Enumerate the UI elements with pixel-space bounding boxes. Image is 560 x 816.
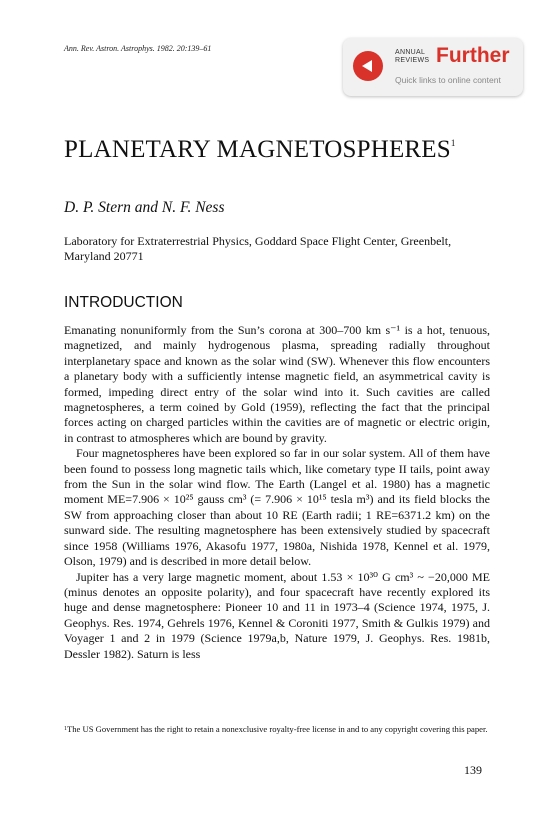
paragraph: Jupiter has a very large magnetic moment, about 1.53 × 10³⁰ G cm³ ~ −20,000 ME (minus denotes an opposite polarity), and four spacecraft have recently explored its huge and dense magnetosphere: Pioneer 10 and 11 in 1973–4 (Science 1974, 1975, J. Geophys. Res. 1974, Gehrels 1976, Kennel & Coroniti 1977, Smith & Gulkis 1979) and Voyager 1 and 2 in 1979 (Science 1979a,b, Nature 1979, J. Geophys. Res. 1981b, Dessler 1982). Saturn is less [64, 569, 490, 661]
footnote-text: The US Government has the right to retain a nonexclusive royalty-free license in and to any copyright covering this paper. [67, 724, 488, 734]
body-text [64, 323, 490, 662]
footnote [64, 723, 492, 735]
further-reviews-badge[interactable] [343, 38, 523, 96]
journal-reference: Ann. Rev. Astron. Astrophys. 1982. 20:139–61 [64, 44, 212, 53]
page-number: 139 [464, 763, 482, 777]
annual-reviews-label: ANNUAL REVIEWS [395, 49, 430, 64]
affiliation: Laboratory for Extraterrestrial Physics, Goddard Space Flight Center, Greenbelt, Maryland 20771 [64, 234, 452, 263]
quick-links-label: Quick links to online content [395, 75, 501, 85]
authors: D. P. Stern and N. F. Ness [64, 199, 225, 216]
paragraph: Emanating nonuniformly from the Sun’s corona at 300–700 km s⁻¹ is a hot, tenuous, magnetized, and mainly hydrogenous plasma, spreading radially throughout interplanetary space and known as the solar wind (SW). Whenever this flow encounters a planetary body with a sufficiently intense magnetic field, an asymmetrical cavity is formed, impeding direct entry of the solar wind into it. Such cavities are called magnetospheres, a term coined by Gold (1959), reflecting the fact that the principal forces acting on charged particles within the cavities are of magnetic or electric origin, in contrast to atmospheres which are bound by gravity. [64, 323, 490, 445]
further-label: Further [436, 44, 510, 67]
paragraph: Four magnetospheres have been explored so far in our solar system. All of them have been found to possess long magnetic tails which, like cometary type II tails, point away from the Sun in the solar wind flow. The Earth (Langel et al. 1980) has a magnetic moment ME=7.906 × 10²⁵ gauss cm³ (= 7.906 × 10¹⁵ tesla m³) and its field blocks the SW from approaching closer than about 10 RE (Earth radii; 1 RE=6371.2 km) on the sunward side. The resulting magnetosphere has been extensively studied by spacecraft since 1958 (Williams 1976, Akasofu 1977, 1980a, Nishida 1978, Kennel et al. 1979, Olson, 1979) and is described in more detail below. [64, 446, 490, 569]
section-heading: INTRODUCTION [64, 294, 183, 311]
footnote-mark: 1 [64, 726, 67, 732]
article-title: PLANETARY MAGNETOSPHERES$^1$ [64, 136, 456, 163]
title-footnote-mark: 1 [450, 138, 456, 148]
play-left-icon [353, 51, 383, 81]
